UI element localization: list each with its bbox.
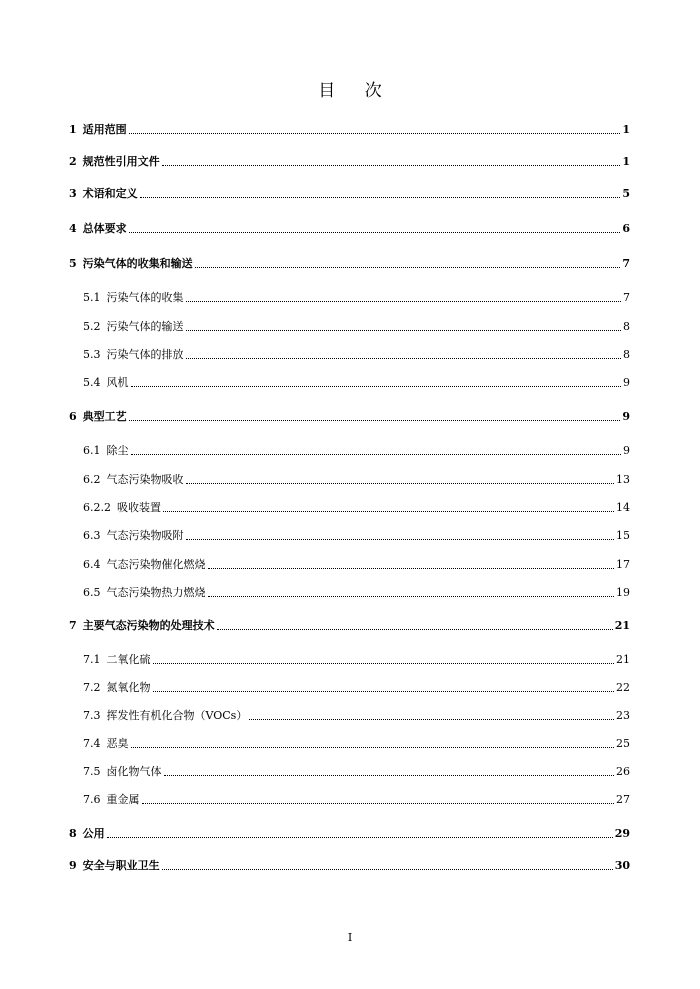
toc-entry-label bbox=[83, 558, 208, 572]
dot-leader bbox=[153, 691, 615, 692]
toc-entry-number: 6.2.2 bbox=[83, 501, 111, 514]
toc-entry-label bbox=[83, 376, 131, 390]
toc-entry-label bbox=[83, 793, 142, 807]
dot-leader bbox=[129, 420, 621, 421]
toc-page-number: 14 bbox=[616, 501, 630, 514]
toc-entry-label bbox=[83, 320, 186, 334]
toc-page-number: 9 bbox=[623, 444, 630, 457]
toc-entry-text: 氮氧化物 bbox=[106, 681, 151, 694]
toc-entry-label bbox=[69, 619, 217, 633]
toc-entry-number: 3 bbox=[69, 187, 77, 200]
dot-leader bbox=[107, 837, 613, 838]
toc-page-number: 6 bbox=[622, 222, 630, 235]
toc-subentry[interactable] bbox=[83, 497, 630, 515]
toc-entry-number: 6.5 bbox=[83, 586, 101, 599]
toc-page-number: 21 bbox=[614, 619, 630, 632]
toc-entry-text: 重金属 bbox=[106, 793, 140, 806]
toc-entry-text: 二氧化硫 bbox=[106, 653, 151, 666]
toc-page-number: 25 bbox=[616, 737, 630, 750]
toc-subentry[interactable] bbox=[83, 287, 630, 305]
toc-entry-text: 污染气体的排放 bbox=[106, 348, 184, 361]
toc-entry-text: 污染气体的收集 bbox=[106, 291, 184, 304]
toc-subentry[interactable] bbox=[83, 649, 630, 667]
toc-entry-text: 主要气态污染物的处理技术 bbox=[82, 619, 215, 632]
toc-subentry[interactable] bbox=[83, 582, 630, 600]
toc-page-number: 26 bbox=[616, 765, 630, 778]
toc-page-number: 9 bbox=[622, 410, 630, 423]
toc-entry-text: 适用范围 bbox=[82, 123, 127, 136]
toc-entry-label bbox=[83, 501, 163, 515]
dot-leader bbox=[140, 197, 621, 198]
toc-entry-label bbox=[83, 681, 153, 695]
dot-leader bbox=[195, 267, 621, 268]
dot-leader bbox=[186, 539, 615, 540]
toc-entry-text: 吸收装置 bbox=[117, 501, 161, 514]
toc-entry[interactable] bbox=[69, 823, 630, 841]
toc-entry-label bbox=[83, 473, 186, 487]
toc-entry-text: 污染气体的输送 bbox=[106, 320, 184, 333]
toc-entry-number: 4 bbox=[69, 222, 77, 235]
toc-entry-label bbox=[83, 709, 249, 723]
toc-entry[interactable] bbox=[69, 406, 630, 424]
toc-entry-label bbox=[83, 586, 208, 600]
toc-entry-number: 5.1 bbox=[83, 291, 101, 304]
toc-entry[interactable] bbox=[69, 253, 630, 271]
toc-page-number: 8 bbox=[623, 348, 630, 361]
toc-entry-number: 7.2 bbox=[83, 681, 101, 694]
toc-entry-text: 卤化物气体 bbox=[106, 765, 162, 778]
toc-page-number: 30 bbox=[614, 859, 630, 872]
toc-entry[interactable] bbox=[69, 151, 630, 169]
toc-entry[interactable] bbox=[69, 119, 630, 137]
toc-page-number: 7 bbox=[622, 257, 630, 270]
dot-leader bbox=[186, 483, 615, 484]
toc-page-number: 23 bbox=[616, 709, 630, 722]
dot-leader bbox=[208, 568, 615, 569]
toc-entry-number: 7.4 bbox=[83, 737, 101, 750]
dot-leader bbox=[217, 629, 613, 630]
toc-entry-text: 公用 bbox=[82, 827, 105, 840]
toc-entry-text: 安全与职业卫生 bbox=[82, 859, 160, 872]
dot-leader bbox=[249, 719, 614, 720]
toc-page-number: 19 bbox=[616, 586, 630, 599]
dot-leader bbox=[153, 663, 615, 664]
toc-entry-label bbox=[83, 348, 186, 362]
toc-entry-text: 气态污染物吸收 bbox=[106, 473, 184, 486]
dot-leader bbox=[162, 869, 613, 870]
toc-entry-label bbox=[83, 737, 131, 751]
dot-leader bbox=[129, 232, 621, 233]
page-number: I bbox=[347, 931, 353, 944]
toc-entry-number: 7 bbox=[69, 619, 77, 632]
toc-entry-label bbox=[83, 765, 164, 779]
toc-entry-label bbox=[83, 529, 186, 543]
toc-page-number: 8 bbox=[623, 320, 630, 333]
toc-entry-text: 污染气体的收集和输送 bbox=[82, 257, 193, 270]
toc-entry-text: 气态污染物吸附 bbox=[106, 529, 184, 542]
toc-entry-number: 8 bbox=[69, 827, 77, 840]
page-title bbox=[0, 76, 700, 101]
toc-subentry[interactable] bbox=[83, 677, 630, 695]
toc-entry-number: 1 bbox=[69, 123, 77, 136]
toc-entry[interactable] bbox=[69, 855, 630, 873]
toc-page-number: 9 bbox=[623, 376, 630, 389]
toc-entry-label bbox=[69, 187, 140, 201]
toc-entry-number: 2 bbox=[69, 155, 77, 168]
toc-page-number: 5 bbox=[622, 187, 630, 200]
toc-entry-number: 7.1 bbox=[83, 653, 101, 666]
toc-page-number: 17 bbox=[616, 558, 630, 571]
dot-leader bbox=[186, 301, 622, 302]
dot-leader bbox=[186, 330, 622, 331]
toc-entry-number: 6.4 bbox=[83, 558, 101, 571]
title-char-1: 目 bbox=[318, 81, 336, 101]
toc-entry-label bbox=[69, 123, 129, 137]
toc-page-number: 15 bbox=[616, 529, 630, 542]
toc-subentry[interactable] bbox=[83, 525, 630, 543]
toc-entry[interactable] bbox=[69, 615, 630, 633]
toc-entry-text: 典型工艺 bbox=[82, 410, 127, 423]
toc-entry-label bbox=[69, 827, 107, 841]
toc-entry-label bbox=[83, 291, 186, 305]
toc-entry-label bbox=[83, 653, 153, 667]
toc-entry-number: 7.3 bbox=[83, 709, 101, 722]
toc-entry-number: 5.4 bbox=[83, 376, 101, 389]
toc-subentry[interactable] bbox=[83, 440, 630, 458]
toc-subentry[interactable] bbox=[83, 316, 630, 334]
toc-page-number: 22 bbox=[616, 681, 630, 694]
toc-entry-number: 7.5 bbox=[83, 765, 101, 778]
toc-entry-number: 7.6 bbox=[83, 793, 101, 806]
dot-leader bbox=[162, 165, 621, 166]
toc-entry[interactable] bbox=[69, 183, 630, 201]
toc-subentry[interactable] bbox=[83, 733, 630, 751]
toc-subentry[interactable] bbox=[83, 554, 630, 572]
toc-entry-text: 总体要求 bbox=[82, 222, 127, 235]
toc-entry-number: 9 bbox=[69, 859, 77, 872]
dot-leader bbox=[186, 358, 622, 359]
toc-entry-text: 风机 bbox=[106, 376, 129, 389]
toc-entry-number: 6 bbox=[69, 410, 77, 423]
dot-leader bbox=[164, 775, 615, 776]
toc-entry-number: 6.3 bbox=[83, 529, 101, 542]
toc-subentry[interactable] bbox=[83, 372, 630, 390]
toc-entry-label bbox=[69, 257, 195, 271]
toc-entry-number: 5 bbox=[69, 257, 77, 270]
toc-entry-text: 恶臭 bbox=[106, 737, 129, 750]
toc-page-number: 1 bbox=[622, 155, 630, 168]
dot-leader bbox=[163, 511, 614, 512]
dot-leader bbox=[131, 747, 615, 748]
toc-page-number: 29 bbox=[614, 827, 630, 840]
toc-entry-label bbox=[83, 444, 131, 458]
toc-entry-text: 术语和定义 bbox=[82, 187, 138, 200]
dot-leader bbox=[142, 803, 615, 804]
dot-leader bbox=[131, 454, 622, 455]
toc-entry-number: 6.1 bbox=[83, 444, 101, 457]
toc-entry-number: 5.2 bbox=[83, 320, 101, 333]
title-char-2: 次 bbox=[364, 81, 382, 101]
toc-entry[interactable] bbox=[69, 218, 630, 236]
dot-leader bbox=[131, 386, 622, 387]
toc-entry-text: 挥发性有机化合物（VOCs） bbox=[106, 709, 248, 722]
dot-leader bbox=[208, 596, 615, 597]
toc-entry-number: 6.2 bbox=[83, 473, 101, 486]
toc-entry-label bbox=[69, 859, 162, 873]
toc-entry-text: 气态污染物热力燃烧 bbox=[106, 586, 206, 599]
dot-leader bbox=[129, 133, 621, 134]
toc-entry-text: 除尘 bbox=[106, 444, 129, 457]
toc-page-number: 1 bbox=[622, 123, 630, 136]
toc-subentry[interactable] bbox=[83, 789, 630, 807]
toc-subentry[interactable] bbox=[83, 344, 630, 362]
toc-entry-text: 规范性引用文件 bbox=[82, 155, 160, 168]
toc-entry-label bbox=[69, 410, 129, 424]
toc-entry-number: 5.3 bbox=[83, 348, 101, 361]
toc-subentry[interactable] bbox=[83, 705, 630, 723]
toc-page-number: 7 bbox=[623, 291, 630, 304]
toc-entry-label bbox=[69, 222, 129, 236]
toc-subentry[interactable] bbox=[83, 761, 630, 779]
toc-subentry[interactable] bbox=[83, 469, 630, 487]
toc-page-number: 21 bbox=[616, 653, 630, 666]
toc-entry-text: 气态污染物催化燃烧 bbox=[106, 558, 206, 571]
toc-entry-label bbox=[69, 155, 162, 169]
toc-page-number: 27 bbox=[616, 793, 630, 806]
toc-page-number: 13 bbox=[616, 473, 630, 486]
